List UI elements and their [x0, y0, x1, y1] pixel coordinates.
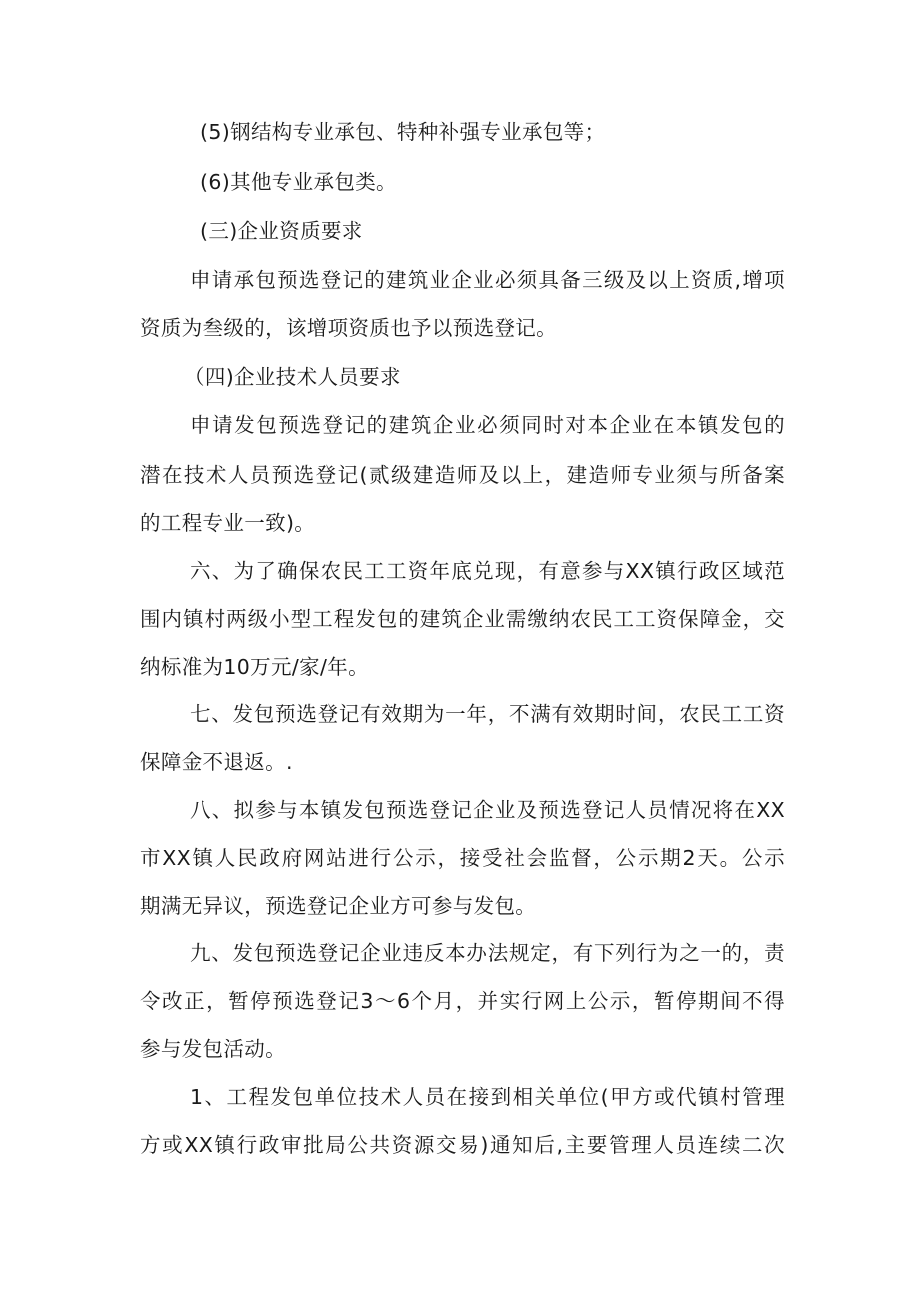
text-line: 市XX镇人民政府网站进行公示，接受社会监督，公示期2天。公示: [140, 846, 785, 870]
text-line: 申请承包预选登记的建筑业企业必须具备三级及以上资质,增项: [190, 268, 785, 292]
section-heading: （四)企业技术人员要求: [184, 365, 401, 389]
text-line: 令改正，暂停预选登记3〜6个月，并实行网上公示，暂停期间不得: [140, 989, 785, 1013]
text-line: (5)钢结构专业承包、特种补强专业承包等；: [200, 120, 606, 144]
text-line: 七、发包预选登记有效期为一年，不满有效期时间，农民工工资: [190, 702, 785, 726]
text-line: 围内镇村两级小型工程发包的建筑企业需缴纳农民工工资保障金，交: [140, 607, 785, 631]
text-line: 八、拟参与本镇发包预选登记企业及预选登记人员情况将在XX: [190, 798, 785, 822]
text-line: 纳标准为10万元/家/年。: [140, 655, 369, 679]
text-line: 期满无异议，预选登记企业方可参与发包。: [140, 894, 537, 918]
text-line: 资质为叁级的，该增项资质也予以预选登记。: [140, 316, 557, 340]
text-line: 参与发包活动。: [140, 1037, 286, 1061]
text-line: 六、为了确保农民工工资年底兑现，有意参与XX镇行政区域范: [190, 559, 785, 583]
text-line: 方或XX镇行政审批局公共资源交易)通知后,主要管理人员连续二次: [140, 1133, 785, 1157]
text-line: 保障金不退返。.: [140, 750, 293, 774]
text-line: 的工程专业一致)。: [140, 511, 316, 535]
text-line: 九、发包预选登记企业违反本办法规定，有下列行为之一的，责: [190, 941, 785, 965]
text-line: 申请发包预选登记的建筑企业必须同时对本企业在本镇发包的: [190, 413, 785, 437]
section-heading: (三)企业资质要求: [200, 219, 363, 243]
text-line: 潜在技术人员预选登记(贰级建造师及以上，建造师专业须与所备案: [140, 463, 785, 487]
text-line: 1、工程发包单位技术人员在接到相关单位(甲方或代镇村管理: [190, 1085, 785, 1109]
text-line: (6)其他专业承包类。: [200, 170, 397, 194]
